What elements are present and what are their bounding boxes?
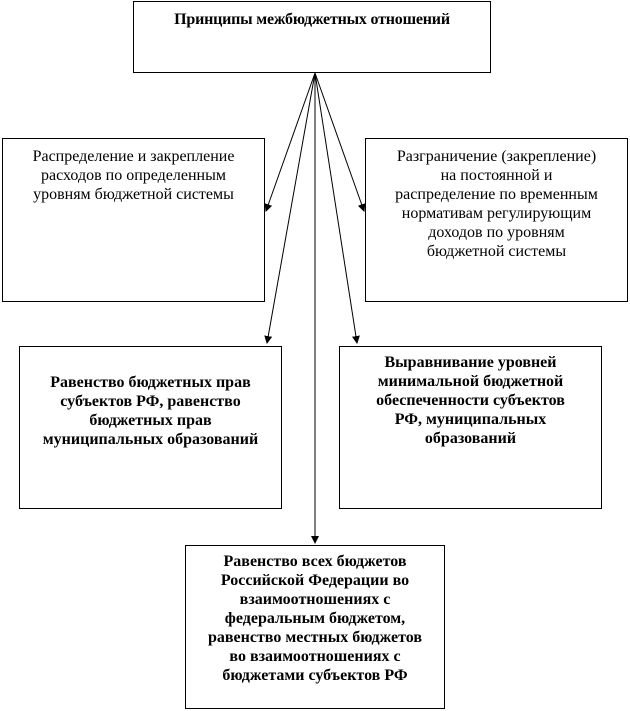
arrow-to-middle-right bbox=[315, 73, 357, 343]
revenue-delimitation-line-6: бюджетной системы bbox=[426, 243, 567, 260]
budgets-equality-line-5: равенство местных бюджетов bbox=[207, 629, 422, 646]
revenue-delimitation-line-2: на постоянной и bbox=[440, 167, 553, 184]
principles-title: Принципы межбюджетных отношений bbox=[174, 11, 450, 28]
revenue-delimitation-line-4: нормативам регулирующим bbox=[401, 205, 592, 222]
revenue-delimitation-line-5: доходов по уровням bbox=[428, 224, 565, 241]
budgets-equality-line-7: бюджетами субъектов РФ bbox=[222, 667, 408, 684]
budget-rights-equality-box bbox=[19, 346, 282, 509]
provision-equalization-box bbox=[339, 346, 602, 509]
provision-equalization-line-5: образований bbox=[424, 430, 517, 447]
provision-equalization-line-4: РФ, муниципальных bbox=[394, 411, 547, 428]
expense-distribution-line-1: Распределение и закрепление bbox=[32, 148, 235, 165]
budgets-equality-line-4: федеральным бюджетом, bbox=[224, 610, 406, 627]
provision-equalization-line-2: минимальной бюджетной bbox=[377, 373, 564, 390]
expense-distribution-line-3: уровням бюджетной системы bbox=[33, 186, 234, 203]
provision-equalization-line-3: обеспеченности субъектов bbox=[376, 392, 565, 409]
budgets-equality-line-2: Российской Федерации во bbox=[220, 572, 410, 589]
budget-rights-equality-line-3: бюджетных прав bbox=[89, 412, 212, 429]
budgets-equality-line-6: во взаимоотношениях с bbox=[229, 648, 401, 665]
revenue-delimitation-line-3: распределение по временным bbox=[395, 186, 598, 203]
revenue-delimitation-line-1: Разграничение (закрепление) bbox=[396, 148, 597, 165]
revenue-delimitation-box bbox=[365, 138, 628, 302]
expense-distribution-box bbox=[2, 138, 265, 302]
budget-rights-equality-line-2: субъектов РФ, равенство bbox=[60, 393, 241, 410]
budgets-equality-box bbox=[185, 545, 445, 709]
principles-title-box bbox=[133, 1, 491, 73]
provision-equalization-line-1: Выравнивание уровней bbox=[384, 354, 557, 371]
expense-distribution-line-2: расходов по определенным bbox=[41, 167, 226, 184]
budget-rights-equality-line-1: Равенство бюджетных прав bbox=[50, 374, 251, 391]
arrow-to-top-right bbox=[315, 73, 364, 211]
budget-rights-equality-line-4: муниципальных образований bbox=[42, 431, 259, 448]
budgets-equality-line-3: взаимоотношениях с bbox=[239, 591, 391, 608]
arrow-to-top-left bbox=[266, 73, 315, 211]
budgets-equality-line-1: Равенство всех бюджетов bbox=[223, 553, 407, 570]
arrow-to-middle-left bbox=[267, 73, 315, 343]
